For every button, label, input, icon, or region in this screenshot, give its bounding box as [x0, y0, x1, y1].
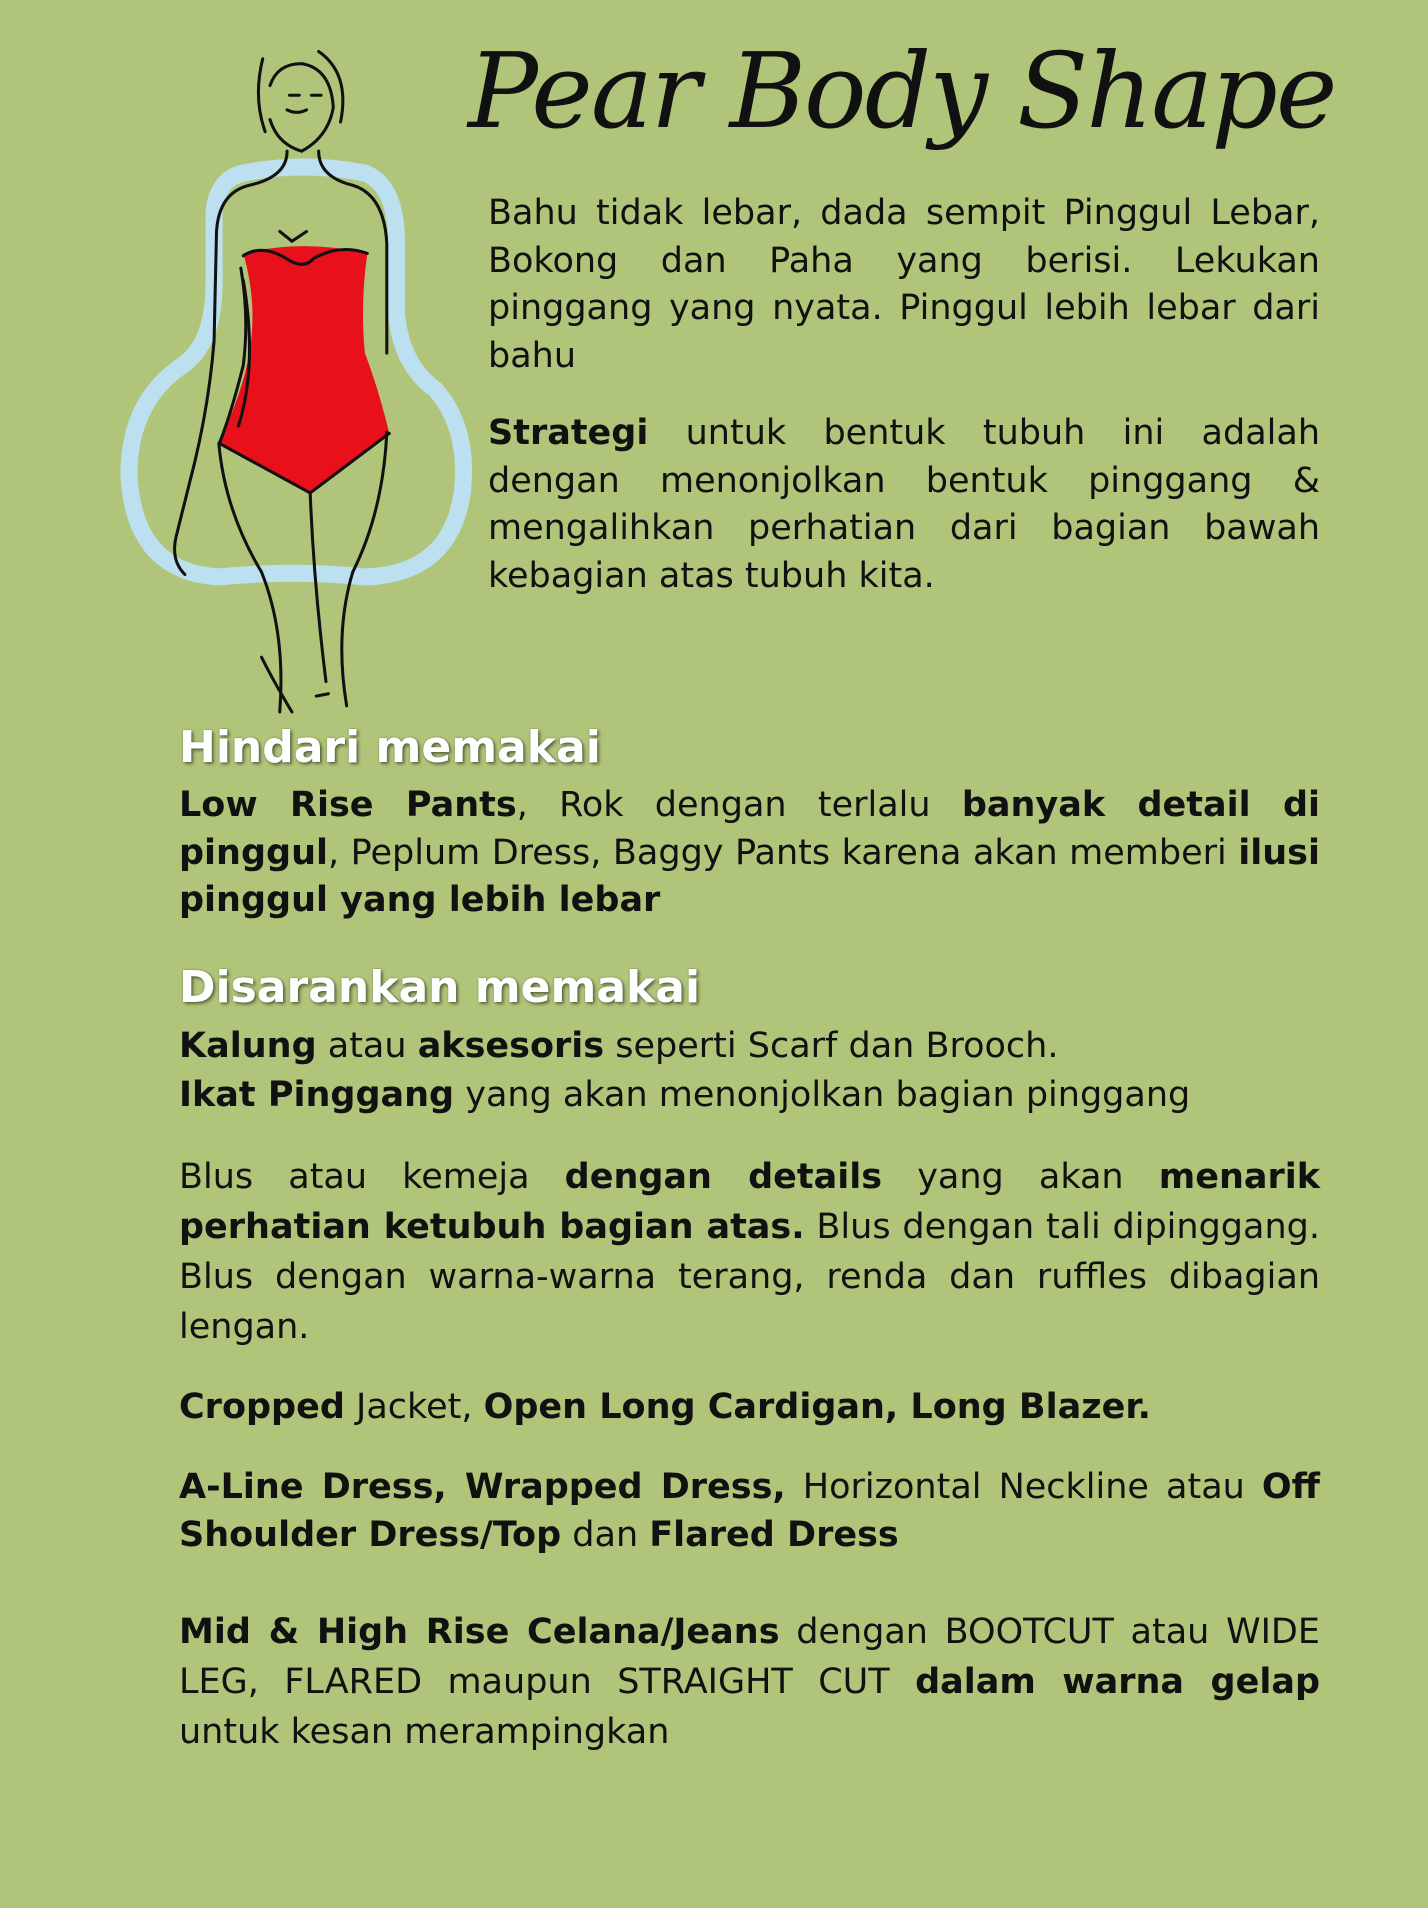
bold-text: Kalung [179, 1026, 317, 1066]
bold-text: Mid & High Rise Celana/Jeans [179, 1612, 780, 1652]
text-segment: , Peplum Dress, Baggy Pants karena akan memberi [328, 832, 1239, 873]
text-segment: Jacket, [344, 1387, 484, 1427]
text-segment: , Rok dengan terlalu [516, 785, 962, 825]
bold-text: dengan details [564, 1157, 883, 1197]
text-segment: dan [561, 1514, 650, 1555]
avoid-heading: Hindari memakai [179, 722, 601, 773]
bold-text: A-Line Dress, Wrapped Dress, [179, 1467, 786, 1507]
text-segment: untuk kesan merampingkan [179, 1712, 670, 1752]
bold-text: Cropped [179, 1387, 345, 1427]
bold-text: Low Rise Pants [179, 785, 517, 825]
avoid-text [179, 782, 1320, 925]
bold-text: ilusi pinggul yang lebih lebar [179, 832, 1320, 920]
text-segment: dengan BOOTCUT atau WIDE LEG, FLARED maupun STRAIGHT CUT [179, 1612, 1320, 1702]
bold-text: banyak detail di pinggul [179, 785, 1320, 873]
recommend-pants [179, 1607, 1320, 1757]
bold-text: Strategi [488, 413, 649, 453]
bold-text: menarik perhatian ketubuh bagian atas. [179, 1157, 1321, 1247]
shape-description [488, 190, 1320, 380]
recommend-outerwear [179, 1384, 1320, 1432]
text-segment: yang akan [882, 1157, 1159, 1197]
bold-text: Off Shoulder Dress/Top [179, 1467, 1320, 1555]
strategy-text [488, 410, 1320, 600]
text-segment: Blus atau kemeja [179, 1157, 565, 1197]
text-segment: Horizontal Neckline atau [785, 1467, 1262, 1507]
recommend-dress [179, 1464, 1320, 1559]
page-title: Pear Body Shape [468, 30, 1336, 152]
recommend-accessories [179, 1022, 1320, 1120]
bold-text: Flared Dress [649, 1514, 899, 1555]
recommend-blouse [179, 1152, 1320, 1352]
text-segment: Bahu tidak lebar, dada sempit Pinggul Lebar, Bokong dan Paha yang berisi. Lekukan pinggang yang nyata. Pinggul lebih lebar dari bahu [488, 193, 1320, 376]
text-segment: seperti Scarf dan Brooch. [604, 1026, 1059, 1066]
bold-text: Ikat Pinggang [179, 1075, 455, 1115]
bold-text: Open Long Cardigan, Long Blazer. [483, 1387, 1151, 1427]
text-segment: Blus dengan tali dipinggang. Blus dengan warna-warna terang, renda dan ruffles dibagian lengan. [179, 1207, 1320, 1347]
text-segment: atau [316, 1026, 418, 1066]
bold-text: aksesoris [417, 1026, 605, 1066]
bold-text: dalam warna gelap [915, 1662, 1320, 1702]
text-segment: untuk bentuk tubuh ini adalah dengan menonjolkan bentuk pinggang & mengalihkan perhatian dari bagian bawah kebagian atas tubuh kita. [488, 413, 1320, 596]
recommend-heading: Disarankan memakai [179, 962, 701, 1013]
text-segment: yang akan menonjolkan bagian pinggang [454, 1075, 1191, 1115]
